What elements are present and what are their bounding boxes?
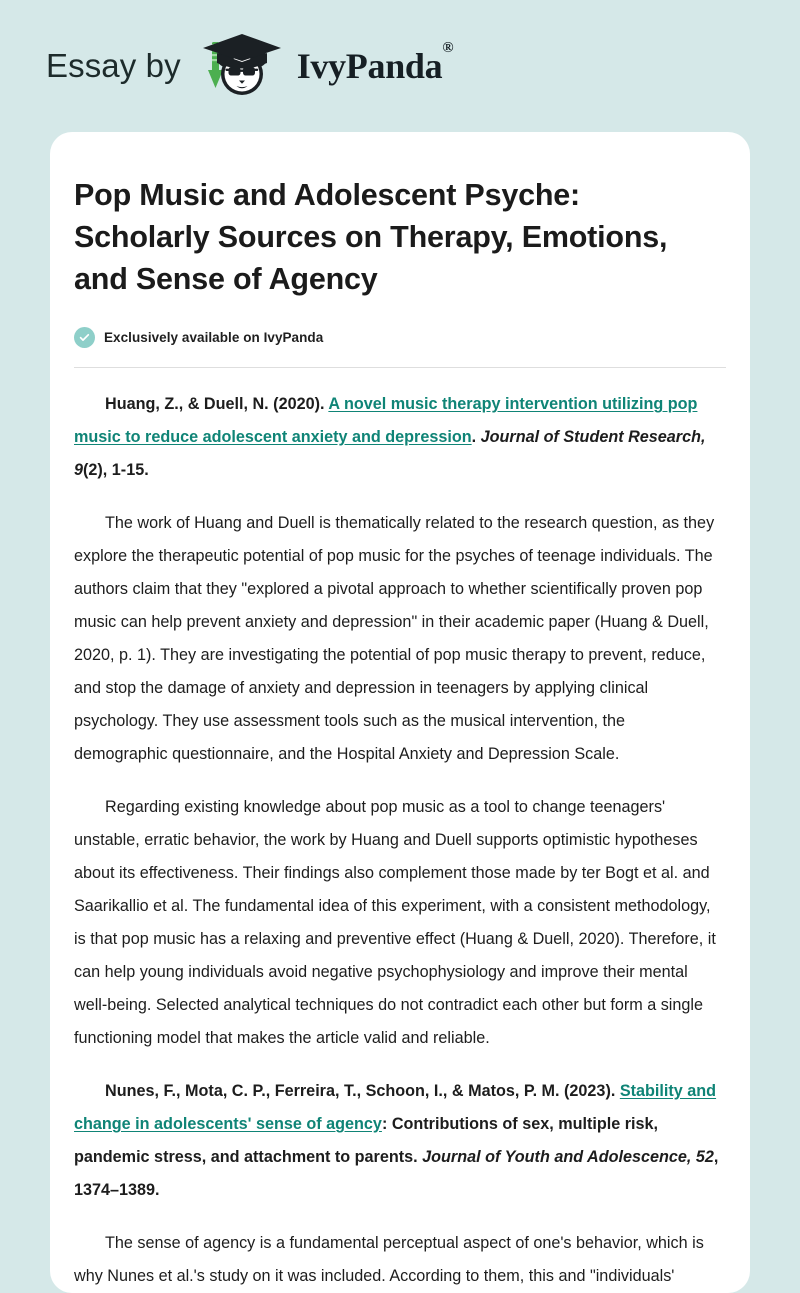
reference-1-authors: Huang, Z., & Duell, N. (2020). [105,395,329,413]
reference-1-source-link[interactable]: A novel music therapy intervention utilizing pop music to reduce adolescent anxiety and depression [74,395,698,446]
body-paragraph-3: The sense of agency is a fundamental perceptual aspect of one's behavior, which is why Nunes et al.'s study on it was included. According to them, this and "individuals' [74,1234,704,1285]
essay-body [74,368,722,1293]
reference-1-after-link: . [471,428,481,446]
panda-graduate-logo-icon [195,30,291,102]
status-badge-label: Exclusively available on IvyPanda [104,330,324,345]
reference-2-source-link[interactable]: Stability and change in adolescents' sense of agency [74,1082,717,1133]
status-badge [74,327,724,348]
body-paragraph-2: Regarding existing knowledge about pop music as a tool to change teenagers' unstable, erratic behavior, the work by Huang and Duell supports optimistic hypotheses about its effectiveness. Their findings also complement those made by ter Bogt et al. and Saarikallio et al. The fundamental idea of this experiment, with a consistent methodology, is that pop music has a relaxing and preventive effect (Huang & Duell, 2020). Therefore, it can help young individuals avoid negative psychophysiology and improve their mental well-being. Selected analytical techniques do not contradict each other but form a single functioning model that makes the article valid and reliable. [74,798,716,1047]
brand-name-text: IvyPanda [296,46,443,86]
reference-1-issue-pages: (2), 1-15. [83,461,149,479]
page-title: Pop Music and Adolescent Psyche: Scholarly Sources on Therapy, Emotions, and Sense of Agency [74,178,668,296]
reference-1-journal: Journal of Student Research, 9 [74,428,706,479]
reference-entry-1 [74,368,722,487]
brand-wordmark [296,40,454,87]
reference-2-issue-pages: , 1374–1389. [74,1148,719,1199]
reference-2-authors: Nunes, F., Mota, C. P., Ferreira, T., Schoon, I., & Matos, P. M. (2023). [105,1082,620,1100]
essay-by-label: Essay by [46,47,181,84]
brand-header [0,0,800,132]
essay-card [50,132,750,1293]
reference-2-after-link: : Contributions of sex, multiple risk, pandemic stress, and attachment to parents. [74,1115,659,1166]
reference-entry-2 [74,1055,722,1207]
body-paragraph-1: The work of Huang and Duell is thematically related to the research question, as they explore the therapeutic potential of pop music for the psyches of teenage individuals. The authors claim that they "explored a pivotal approach to whether scientifically proven pop music can help prevent anxiety and depression" in their academic paper (Huang & Duell, 2020, p. 1). They are investigating the potential of pop music therapy to prevent, reduce, and stop the damage of anxiety and depression in teenagers by applying clinical psychology. They use assessment tools such as the musical intervention, the demographic questionnaire, and the Hospital Anxiety and Depression Scale. [74,514,715,763]
check-circle-icon [74,327,95,348]
trademark-symbol: ® [442,40,454,57]
reference-2-journal: Journal of Youth and Adolescence, 52 [422,1148,714,1166]
